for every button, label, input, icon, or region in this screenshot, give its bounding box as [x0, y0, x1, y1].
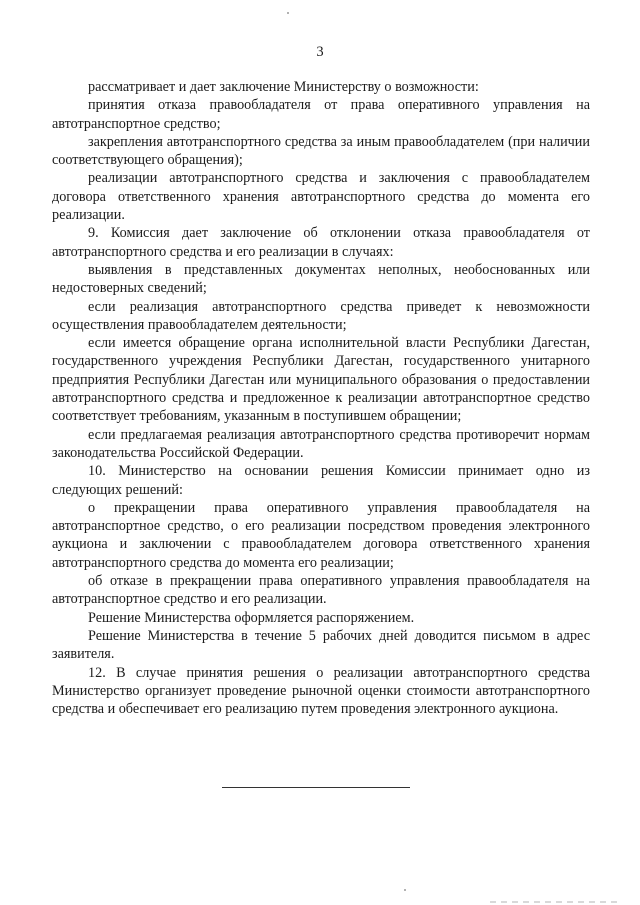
paragraph-clause-9: 9. Комиссия дает заключение об отклонении отказа правообладателя от автотранспортного средства и его реализации в случаях: — [52, 225, 590, 260]
paragraph-item: реализации автотранспортного средства и заключения с правообладателем договора ответственного хранения автотранспортного средства до момента его реализации. — [52, 170, 590, 224]
paragraph-item: принятия отказа правообладателя от права оперативного управления на автотранспортное средство; — [52, 97, 590, 132]
scan-speck — [287, 12, 289, 14]
paragraph-item: если реализация автотранспортного средства приведет к невозможности осуществления правообладателем деятельности; — [52, 298, 590, 333]
paragraph-item: о прекращении права оперативного управления правообладателя на автотранспортное средство, о его реализации посредством проведения электронного аукциона и заключении с правообладателем договора ответственного хранения автотранспортного средства до момента его реализации; — [52, 499, 590, 571]
scan-speck — [404, 889, 406, 891]
page-number: 3 — [316, 44, 324, 60]
paragraph-item: выявления в представленных документах неполных, необоснованных или недостоверных сведений; — [52, 261, 590, 297]
paragraph-item: закрепления автотранспортного средства за иным правообладателем (при наличии соответствующего обращения); — [52, 133, 590, 169]
paragraph-item: если предлагаемая реализация автотранспортного средства противоречит нормам законодательства Российской Федерации. — [52, 426, 590, 461]
paragraph-clause-12: 12. В случае принятия решения о реализации автотранспортного средства Министерство организует проведение рыночной оценки стоимости автотранспортного средства и обеспечивает его реализацию путем проведения электронного аукциона. — [52, 664, 590, 718]
paragraph-item: Решение Министерства в течение 5 рабочих дней доводится письмом в адрес заявителя. — [52, 627, 590, 663]
paragraph-intro: рассматривает и дает заключение Министерству о возможности: — [88, 79, 479, 95]
end-rule-divider — [222, 787, 410, 788]
scan-noise — [490, 901, 620, 903]
document-body — [52, 78, 590, 718]
paragraph-item: об отказе в прекращении права оперативного управления правообладателя на автотранспортное средство и его реализации. — [52, 573, 590, 608]
paragraph-clause-10: 10. Министерство на основании решения Комиссии принимает одно из следующих решений: — [52, 463, 590, 498]
paragraph-item: Решение Министерства оформляется распоряжением. — [88, 609, 415, 626]
paragraph-item: если имеется обращение органа исполнительной власти Республики Дагестан, государственного учреждения Республики Дагестан, государственного унитарного предприятия Республики Дагестан или муниципального образования о предоставлении автотранспортного средства и предложенное к реализации автотранспортное средство соответствует требованиям, указанным в поступившем обращении; — [52, 335, 590, 425]
